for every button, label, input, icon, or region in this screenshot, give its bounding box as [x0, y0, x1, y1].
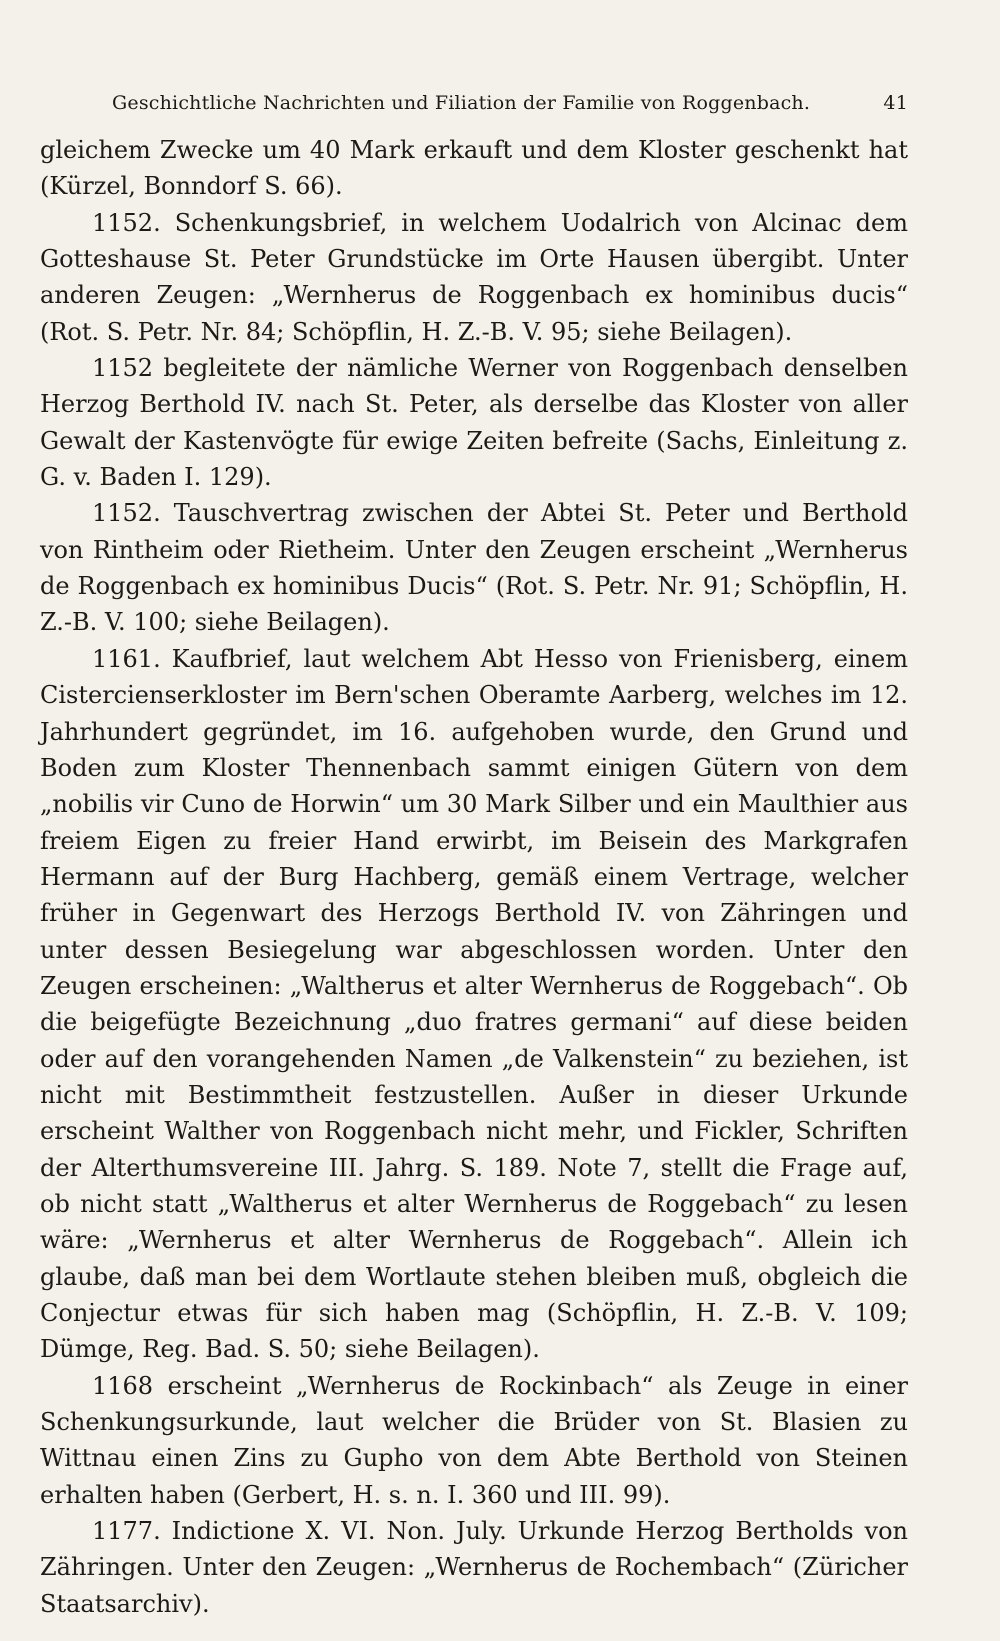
page-number: 41 [883, 92, 908, 114]
paragraph-1152-schenkungsbrief: 1152. Schenkungsbrief, in welchem Uodalrich von Alcinac dem Gotteshause St. Peter Grundstücke im Orte Hausen übergibt. Unter anderen Zeugen: „Wernherus de Roggenbach ex hominibus ducis“ (Rot. S. Petr. Nr. 84; Schöpflin, H. Z.-B. V. 95; siehe Beilagen). [40, 208, 908, 346]
body-text [40, 132, 908, 1622]
paragraph-1152-herzog-berthold: 1152 begleitete der nämliche Werner von Roggenbach denselben Herzog Berthold IV. nach St. Peter, als derselbe das Kloster von aller Gewalt der Kastenvögte für ewige Zeiten befreite (Sachs, Einleitung z. G. v. Baden I. 129). [40, 354, 908, 492]
running-head-title: Geschichtliche Nachrichten und Filiation der Familie von Roggenbach. [112, 92, 811, 114]
paragraph-1168-schenkungsurkunde: 1168 erscheint „Wernherus de Rockinbach“ als Zeuge in einer Schenkungsurkunde, laut welcher die Brüder von St. Blasien zu Wittnau einen Zins zu Gupho von dem Abte Berthold von Steinen erhalten haben (Gerbert, H. s. n. I. 360 und III. 99). [40, 1371, 908, 1509]
paragraph-continuation: gleichem Zwecke um 40 Mark erkauft und dem Kloster geschenkt hat (Kürzel, Bonndorf S. 66). [40, 136, 908, 201]
paragraph-1177-urkunde: 1177. Indictione X. VI. Non. July. Urkunde Herzog Bertholds von Zähringen. Unter den Zeugen: „Wernherus de Rochembach“ (Züricher Staatsarchiv). [40, 1517, 908, 1618]
running-head [40, 92, 908, 126]
paragraph-1161-kaufbrief: 1161. Kaufbrief, laut welchem Abt Hesso von Frienisberg, einem Cistercienserkloster im Bern'schen Oberamte Aarberg, welches im 12. Jahrhundert gegründet, im 16. aufgehoben wurde, den Grund und Boden zum Kloster Thennenbach sammt einigen Gütern von dem „nobilis vir Cuno de Horwin“ um 30 Mark Silber und ein Maulthier aus freiem Eigen zu freier Hand erwirbt, im Beisein des Markgrafen Hermann auf der Burg Hachberg, gemäß einem Vertrage, welcher früher in Gegenwart des Herzogs Berthold IV. von Zähringen und unter dessen Besiegelung war abgeschlossen worden. Unter den Zeugen erscheinen: „Waltherus et alter Wernherus de Roggebach“. Ob die beigefügte Bezeichnung „duo fratres germani“ auf diese beiden oder auf den vorangehenden Namen „de Valkenstein“ zu beziehen, ist nicht mit Bestimmtheit festzustellen. Außer in dieser Urkunde erscheint Walther von Roggenbach nicht mehr, und Fickler, Schriften der Alterthumsvereine III. Jahrg. S. 189. Note 7, stellt die Frage auf, ob nicht statt „Waltherus et alter Wernherus de Roggebach“ zu lesen wäre: „Wernherus et alter Wernherus de Roggebach“. Allein ich glaube, daß man bei dem Wortlaute stehen bleiben muß, obgleich die Conjectur etwas für sich haben mag (Schöpflin, H. Z.-B. V. 109; Dümge, Reg. Bad. S. 50; siehe Beilagen). [40, 644, 908, 1364]
paragraph-1152-tauschvertrag: 1152. Tauschvertrag zwischen der Abtei St. Peter und Berthold von Rintheim oder Rietheim. Unter den Zeugen erscheint „Wernherus de Roggenbach ex hominibus Ducis“ (Rot. S. Petr. Nr. 91; Schöpflin, H. Z.-B. V. 100; siehe Beilagen). [40, 499, 908, 637]
